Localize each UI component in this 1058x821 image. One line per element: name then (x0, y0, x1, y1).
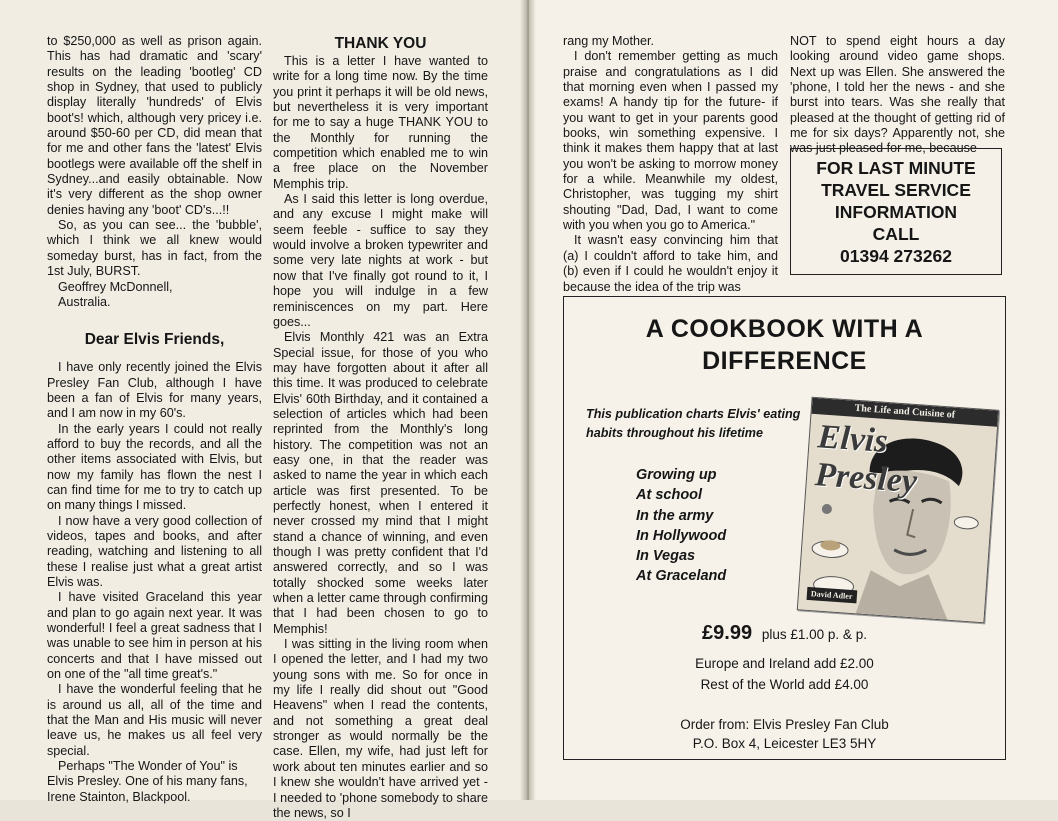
advert-list-item: In Vegas (636, 548, 696, 565)
letter-paragraph: As I said this letter is long overdue, and any excuse I might make will seem feeble - suffice to say they would involve a broken typewriter and some very late nights at work - but now that I've finally got round to it, I hope you will indulge in a few reminiscences on my part. Here goes... (273, 192, 488, 329)
advert-order-info (564, 715, 1005, 753)
advert-list-item: At school (636, 487, 703, 504)
book-cover-script: Elvis Presley (813, 418, 919, 501)
book-cover-top-text: The Life and Cuisine of (812, 398, 999, 427)
advert-description: This publication charts Elvis' eating habits throughout his lifetime (586, 407, 801, 440)
letter-paragraph: I have visited Graceland this year and plan to go again next year. It was wonderful! I feel a great sadness that I was unable to see him in person at his concerts and that I have missed out on one of the "all time great's." (47, 590, 262, 682)
travel-line: FOR LAST MINUTE (816, 157, 976, 178)
advert-price-line (564, 622, 1005, 645)
letter-paragraph: I was sitting in the living room when I opened the letter, and I had my two young sons with me. So for once in my life I really did shout out "Good Heavens" when I read the contents, and not something a great deal stronger as would normally be the case. Ellen, my wife, had just left for work about ten minutes earlier and so I knew she wouldn't have arrived yet - I needed to 'phone somebody to share the news, so I (273, 637, 488, 820)
letters-column-4 (790, 34, 1005, 157)
advert-extra-postage (564, 653, 1005, 695)
signoff-place: Australia. (58, 294, 111, 309)
cookbook-advert (563, 296, 1006, 760)
letter-paragraph: It wasn't easy convincing him that (a) I couldn't afford to take him, and (b) even if I could he wouldn't enjoy it because the idea of the trip was (563, 233, 778, 294)
letter-paragraph: This is a letter I have wanted to write for a long time now. By the time you print it perhaps it will be old news, but nevertheless it is very important for me to say a huge THANK YOU to the Monthly for running the competition which enabled me to win a free place on the November Memphis trip. (273, 54, 488, 191)
letter-heading: Dear Elvis Friends, (84, 331, 225, 349)
advert-title (564, 313, 1005, 377)
advert-title-line: A COOKBOOK WITH A (645, 315, 924, 343)
advert-order-address: P.O. Box 4, Leicester LE3 5HY (692, 736, 877, 751)
travel-line: CALL (872, 223, 920, 244)
travel-line: TRAVEL SERVICE (821, 179, 971, 200)
advert-list-item: In Hollywood (636, 527, 727, 544)
advert-order-line: Order from: Elvis Presley Fan Club (680, 717, 889, 732)
letter-paragraph: I don't remember getting as much praise and congratulations as I did that morning even when I passed my exams! A handy tip for the future- if you want to get in your parents good books, win something expensive. I think it makes them happy that at last you won't be asking to morrow money for a while. Meanwhile my oldest, Christopher, was tugging my shirt shouting "Dad, Dad, I want to come with you when you go to America." (563, 49, 778, 233)
travel-service-box (790, 148, 1002, 275)
cookbook-cover-image (797, 397, 999, 624)
page-gutter (520, 0, 536, 800)
letter-paragraph: I have only recently joined the Elvis Presley Fan Club, although I have been a fan of Elvis for many years, and I am now in my 60's. (47, 360, 262, 421)
letter-paragraph: I now have a very good collection of videos, tapes and books, and after reading, watching and listening to all these I realise just what a great artist Elvis was. (47, 513, 262, 589)
letters-column-3 (563, 34, 778, 295)
advert-price: £9.99 (702, 622, 753, 644)
travel-phone: 01394 273262 (840, 245, 952, 266)
letters-column-1 (47, 34, 262, 805)
letter-paragraph: I have the wonderful feeling that he is around us all, all of the time and that the Man and His music will never leave us, he makes us all feel very special. (47, 682, 262, 758)
letter-paragraph: Elvis Monthly 421 was an Extra Special issue, for those of you who may have forgotten about it after all this time. It was produced to celebrate Elvis' 60th Birthday, and it contained a selection of articles which had been reprinted from the Monthly's long history. The competition was not an easy one, in that the reader was asked to name the year in which each article was first presented. To be perfectly honest, when I entered it never crossed my mind that I might stand a chance of winning, and even though I was pretty confident that I'd answered correctly, and so I was totally shocked some weeks later when a letter came through confirming that I had been chosen to go to Memphis! (273, 330, 488, 636)
advert-list-item: Growing up (636, 467, 717, 483)
letter-paragraph: In the early years I could not really afford to buy the records, and all the other items associated with Elvis, but now my family has flown the nest I can find time for me to try to catch up on many things I missed. (47, 421, 262, 513)
advert-title-line: DIFFERENCE (702, 347, 867, 375)
letter-paragraph: rang my Mother. (563, 34, 654, 48)
advert-list-item: In the army (636, 507, 714, 524)
thank-you-heading: THANK YOU (334, 35, 427, 52)
signoff-name: Geoffrey McDonnell, (58, 279, 173, 294)
advert-extra-line: Rest of the World add £4.00 (700, 677, 869, 692)
advert-extra-line: Europe and Ireland add £2.00 (695, 656, 874, 671)
letter-paragraph: Perhaps "The Wonder of You" is Elvis Presley. One of his many fans, Irene Stainton, Blackpool. (47, 759, 248, 804)
book-cover-author: David Adler (807, 587, 857, 603)
advert-list-item: At Graceland (636, 568, 727, 585)
advert-postage: plus £1.00 p. & p. (761, 627, 867, 642)
letter-paragraph: NOT to spend eight hours a day looking around video game shops. Next up was Ellen. She answered the 'phone, I told her the news - and she burst into tears. Was she really that pleased at the thought of getting rid of me for six days? Apparently not, she was just pleased for me, because (790, 34, 1005, 156)
advert-list (636, 465, 726, 587)
letters-column-2 (273, 34, 488, 821)
letter-paragraph: to $250,000 as well as prison again. This has had dramatic and 'scary' results on the leading 'bootleg' CD shop in Sydney, that used to publicly display literally 'hundreds' of Elvis boot's! which, although very pricey i.e. around $50-60 per CD, did mean that for me and other fans the 'latest' Elvis bootlegs were available off the shelf in Sydney...and easily obtainable. Now it's very different as the shop owner denies having any 'boot' CD's...!! (47, 34, 262, 217)
travel-line: INFORMATION (834, 201, 958, 222)
letter-paragraph: So, as you can see... the 'bubble', which I think we all knew would someday burst, has in fact, from the 1st July, BURST. (47, 218, 262, 279)
